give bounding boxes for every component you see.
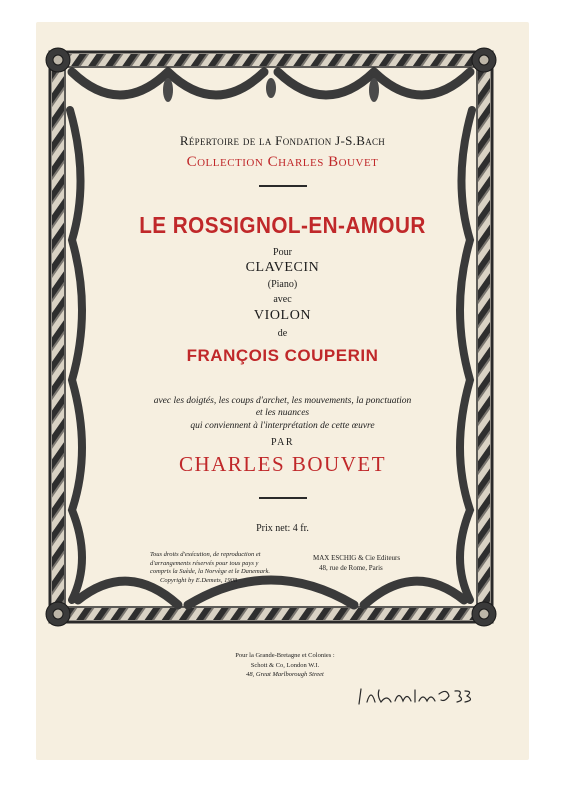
uk-agent-line-1: Pour la Grande-Bretagne et Colonies : xyxy=(235,652,335,659)
instrument-piano-alt: (Piano) xyxy=(267,279,298,290)
editorial-line-2: et les nuances xyxy=(255,408,310,418)
uk-agent-line-2: Schott & Co, London W.I. xyxy=(250,661,320,669)
avec-label: avec xyxy=(273,294,292,305)
editor-name: CHARLES BOUVET xyxy=(178,452,387,476)
publisher-line-2: 48, rue de Rome, Paris xyxy=(319,564,383,572)
work-title: LE ROSSIGNOL-EN-AMOUR xyxy=(139,212,426,238)
divider-bottom xyxy=(259,497,307,499)
publisher-info xyxy=(313,553,453,573)
uk-agent-info xyxy=(160,651,410,680)
uk-agent-line-3: 48, Great Marlborough Street xyxy=(246,671,324,678)
pour-label: Pour xyxy=(273,247,292,258)
editorial-line-3: qui conviennent à l'interprétation de cette œuvre xyxy=(190,421,375,431)
price-label: Prix net: 4 fr. xyxy=(256,523,309,534)
rights-line-2: d'arrangements réservés pour tous pays y xyxy=(150,559,259,567)
rights-line-1: Tous droits d'exécution, de reproduction et xyxy=(150,551,261,558)
instrument-clavecin: CLAVECIN xyxy=(245,260,320,275)
repertoire-line: Répertoire de la Fondation J-S.Bach xyxy=(179,133,386,148)
rights-notice xyxy=(150,551,320,585)
collection-line: Collection Charles Bouvet xyxy=(186,154,379,170)
par-label: PAR xyxy=(270,437,295,448)
de-label: de xyxy=(277,328,288,339)
composer-name: FRANÇOIS COUPERIN xyxy=(186,346,379,365)
rights-line-3: compris la Suède, la Norvège et le Danemark. xyxy=(150,568,271,575)
divider-top xyxy=(259,185,307,187)
handwritten-annotation xyxy=(357,684,475,708)
instrument-violon: VIOLON xyxy=(253,308,312,323)
editorial-line-1: avec les doigtés, les coups d'archet, les mouvements, la ponctuation xyxy=(153,396,412,406)
rights-line-4: Copyright by E.Demets, 1908 xyxy=(160,576,238,584)
publisher-line-1: MAX ESCHIG & Cie Editeurs xyxy=(313,554,401,562)
